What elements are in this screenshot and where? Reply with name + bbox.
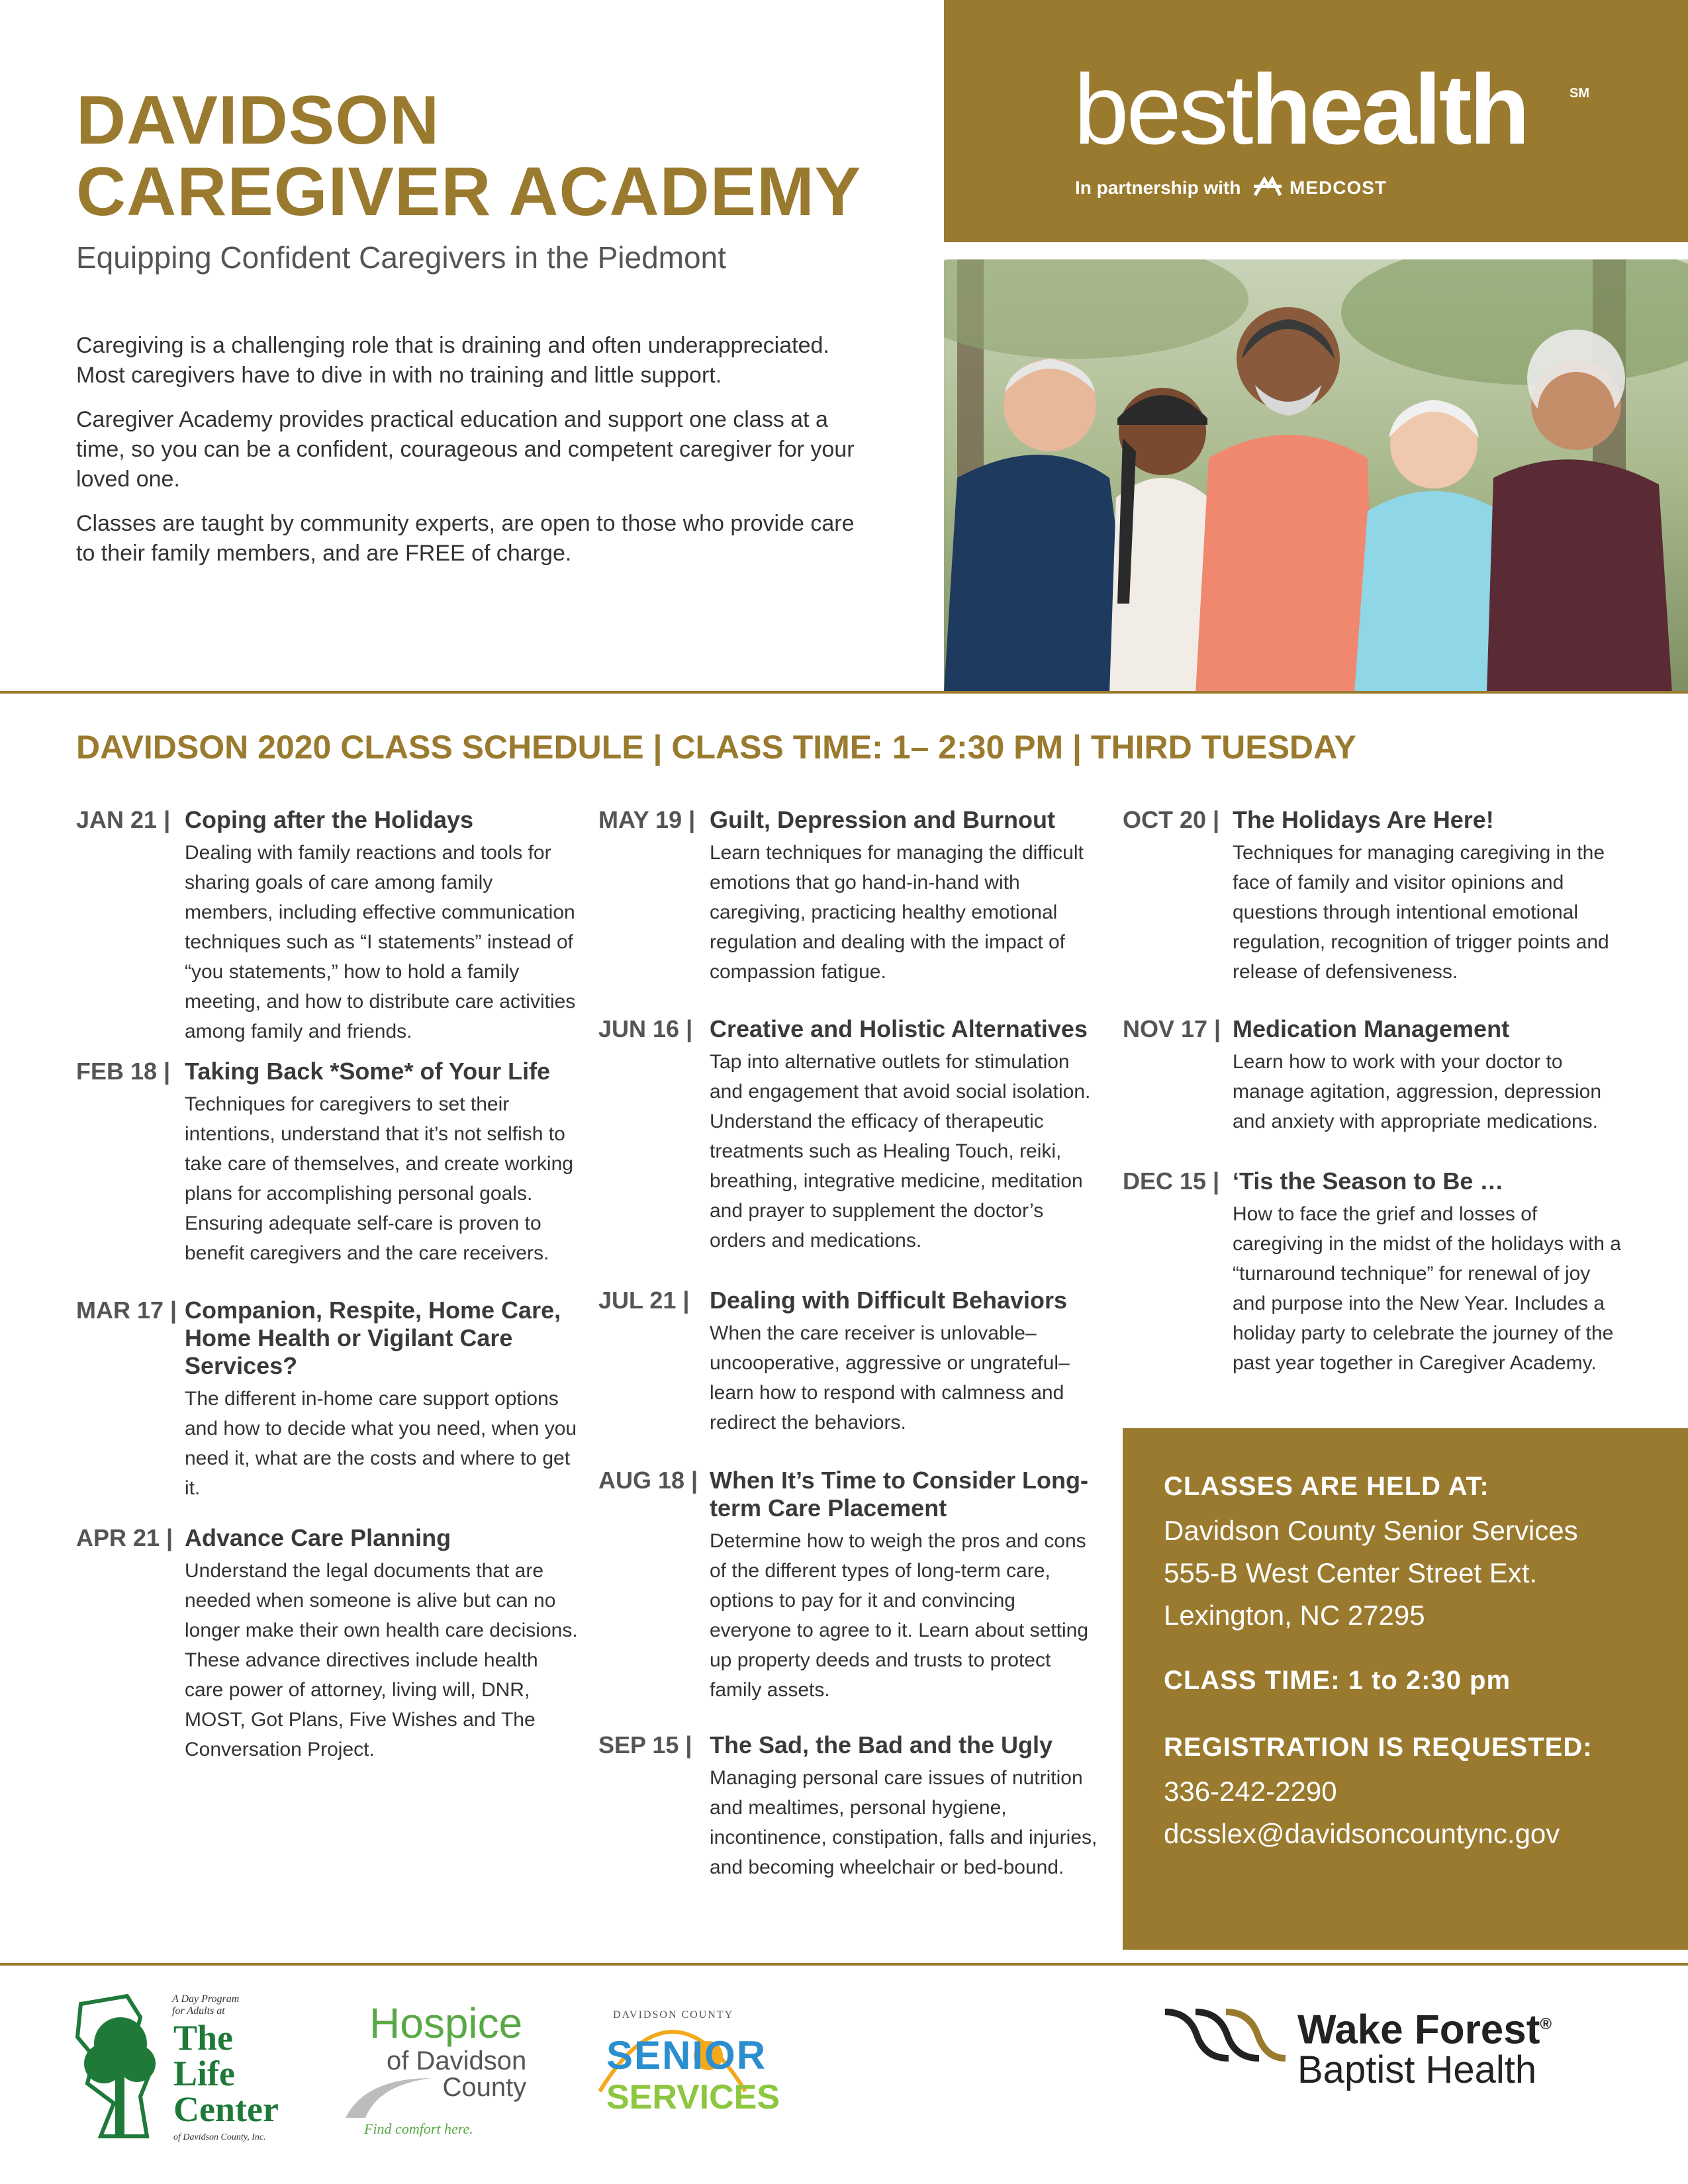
class-description: Tap into alternative outlets for stimulation and engagement that avoid social isolation. Understand the efficacy of therapeutic treatments such as Healing Touch, reiki, breathing, integrative medicine, meditation and prayer to supplement the doctor’s orders and medications. xyxy=(710,1051,1091,1251)
class-date: SEP 15 | xyxy=(598,1731,692,1758)
page-subtitle: Equipping Confident Caregivers in the Piedmont xyxy=(76,240,726,275)
intro-paragraph: Classes are taught by community experts, are open to those who provide care to their family members, and are FREE of charge. xyxy=(76,511,855,566)
partner-name: MEDCOST xyxy=(1289,177,1387,198)
tree-icon xyxy=(74,1991,167,2143)
hospice-line-2: of Davidson xyxy=(387,2046,527,2075)
class-description: When the care receiver is unlovable–uncooperative, aggressive or ungrateful–learn how to respond with calmness and redirect the behaviors. xyxy=(710,1322,1070,1433)
class-title: Advance Care Planning xyxy=(185,1524,451,1551)
senior-arc-text: DAVIDSON COUNTY xyxy=(613,2009,734,2021)
class-title: Coping after the Holidays xyxy=(185,806,474,833)
class-description: Managing personal care issues of nutrition and mealtimes, personal hygiene, incontinence, constipation, falls and injuries, and becoming wheelchair or bed-bound. xyxy=(710,1767,1098,1878)
class-title: Medication Management xyxy=(1233,1015,1510,1042)
hospice-line-3: County xyxy=(442,2073,527,2102)
wake-forest-name: Wake Forest xyxy=(1297,2007,1540,2053)
service-mark: SM xyxy=(1570,86,1589,101)
class-item xyxy=(598,1731,1102,1882)
senior-services-logo xyxy=(586,1992,778,2138)
medcost-icon xyxy=(1252,175,1283,199)
class-description: Techniques for managing caregiving in the face of family and visitor opinions and questions through intentional emotional regulation, recognition of trigger points and release of defensiveness. xyxy=(1233,842,1609,983)
hospice-tagline: Find comfort here. xyxy=(364,2120,473,2137)
life-center-line-2: Life xyxy=(173,2054,235,2093)
intro-paragraph: Caregiver Academy provides practical education and support one class at a time, so you can be a confident, courageous and competent caregiver for your loved one. xyxy=(76,407,855,492)
class-description: Dealing with family reactions and tools for sharing goals of care among family members, including effective communication techniques such as “I statements” instead of “you statements,” how to hold a family meeting, and how to distribute care activities among family and friends. xyxy=(185,842,576,1042)
class-description: Learn how to work with your doctor to manage agitation, aggression, depression and anxiety with appropriate medications. xyxy=(1233,1051,1602,1132)
hospice-line-1: Hospice xyxy=(369,1999,523,2047)
class-title: ‘Tis the Season to Be … xyxy=(1233,1167,1504,1195)
schedule-heading: DAVIDSON 2020 CLASS SCHEDULE | CLASS TIME: 1– 2:30 PM | THIRD TUESDAY xyxy=(76,729,1356,766)
class-item xyxy=(76,1297,579,1524)
class-title: The Sad, the Bad and the Ugly xyxy=(710,1731,1053,1758)
life-center-logo xyxy=(74,1991,299,2150)
brand-name-light: best xyxy=(1074,54,1251,165)
partner-line xyxy=(1075,175,1387,199)
class-item xyxy=(76,806,579,1058)
class-date: APR 21 | xyxy=(76,1524,173,1551)
class-title: Creative and Holistic Alternatives xyxy=(710,1015,1088,1042)
venue-address-1: 555-B West Center Street Ext. xyxy=(1164,1557,1538,1588)
schedule-column-1 xyxy=(76,806,579,1764)
class-description: Learn techniques for managing the difficult emotions that go hand-in-hand with caregiving, practicing healthy emotional regulation and dealing with the impact of compassion fatigue. xyxy=(710,842,1084,983)
class-date: DEC 15 | xyxy=(1123,1167,1220,1195)
held-at-heading: CLASSES ARE HELD AT: xyxy=(1164,1472,1489,1501)
class-date: MAR 17 | xyxy=(76,1297,177,1324)
class-title: The Holidays Are Here! xyxy=(1233,806,1494,833)
class-title: Dealing with Difficult Behaviors xyxy=(710,1287,1068,1314)
class-description: Determine how to weigh the pros and cons of the different types of long-term care, options to pay for it and convincing everyone to agree to it. Learn about setting up property deeds and trusts to protect family assets. xyxy=(710,1530,1089,1701)
intro-paragraph: Caregiving is a challenging role that is draining and often underappreciated. Most caregivers have to dive in with no training and little support. xyxy=(76,333,829,388)
class-date: NOV 17 | xyxy=(1123,1015,1221,1042)
schedule-column-2 xyxy=(598,806,1102,1882)
registration-email[interactable]: dcsslex@davidsoncountync.gov xyxy=(1164,1818,1560,1849)
class-date: FEB 18 | xyxy=(76,1058,171,1085)
class-item xyxy=(1123,806,1626,1015)
class-date: OCT 20 | xyxy=(1123,806,1220,833)
section-divider xyxy=(0,691,1688,694)
life-center-line-3: Center xyxy=(173,2089,279,2129)
besthealth-brand-box xyxy=(944,0,1688,242)
class-item xyxy=(598,1467,1102,1731)
class-description: How to face the grief and losses of caregiving in the midst of the holidays with a “turnaround technique” for renewal of joy and purpose into the New Year. Includes a holiday party to celebrate the journey of the past year together in Caregiver Academy. xyxy=(1233,1203,1621,1374)
life-center-tag-1: A Day Program xyxy=(172,1993,240,2005)
class-description: Techniques for caregivers to set their intentions, understand that it’s not selfish to take care of themselves, and create working plans for accomplishing personal goals. Ensuring adequate self-care is proven to benefit caregivers and the care receivers. xyxy=(185,1093,573,1264)
class-date: JUN 16 | xyxy=(598,1015,693,1042)
class-item xyxy=(1123,1015,1626,1167)
venue-address-2: Lexington, NC 27295 xyxy=(1164,1600,1425,1631)
caregivers-group-photo xyxy=(944,259,1688,694)
schedule-column-3 xyxy=(1123,806,1626,1378)
road-icon xyxy=(339,2052,471,2124)
class-location-box xyxy=(1123,1428,1688,1950)
wake-forest-mark-icon xyxy=(1162,2005,1288,2065)
partner-text: In partnership with xyxy=(1075,177,1241,198)
class-title: Taking Back *Some* of Your Life xyxy=(185,1058,551,1085)
wake-forest-sub: Baptist Health xyxy=(1297,2048,1537,2091)
class-item xyxy=(76,1058,579,1297)
footer-divider xyxy=(0,1963,1688,1966)
senior-line-1: SENIOR xyxy=(606,2033,767,2077)
registration-phone[interactable]: 336-242-2290 xyxy=(1164,1776,1337,1807)
venue-name: Davidson County Senior Services xyxy=(1164,1515,1578,1546)
besthealth-logo xyxy=(1074,54,1528,165)
life-center-tag-2: for Adults at xyxy=(172,2005,225,2017)
class-item xyxy=(1123,1167,1626,1378)
intro-text xyxy=(76,331,857,583)
wake-forest-logo xyxy=(1162,2003,1626,2109)
class-date: JAN 21 | xyxy=(76,806,171,833)
page-title xyxy=(76,82,910,230)
class-description: Understand the legal documents that are needed when someone is alive but can no longer make their own health care decisions. These advance directives include health care power of attorney, living will, DNR, MOST, Got Plans, Five Wishes and The Conversation Project. xyxy=(185,1560,578,1760)
registered-mark: ® xyxy=(1540,2015,1552,2033)
class-description: The different in-home care support options and how to decide what you need, when you need it, what are the costs and where to get it. xyxy=(185,1388,577,1499)
class-date: MAY 19 | xyxy=(598,806,696,833)
life-center-line-1: The xyxy=(173,2018,234,2058)
title-line-2: CAREGIVER ACADEMY xyxy=(76,154,862,230)
class-date: JUL 21 | xyxy=(598,1287,690,1314)
title-line-1: DAVIDSON xyxy=(76,82,440,159)
class-item xyxy=(598,1015,1102,1287)
brand-name-bold: health xyxy=(1250,54,1528,165)
class-time: CLASS TIME: 1 to 2:30 pm xyxy=(1164,1666,1511,1695)
class-date: AUG 18 | xyxy=(598,1467,698,1494)
class-title: When It’s Time to Consider Long-term Care Placement xyxy=(710,1467,1088,1522)
group-photo-illustration xyxy=(944,259,1688,694)
class-item xyxy=(598,1287,1102,1467)
senior-line-2: SERVICES xyxy=(606,2078,780,2116)
life-center-sub: of Davidson County, Inc. xyxy=(173,2132,266,2142)
class-title: Guilt, Depression and Burnout xyxy=(710,806,1056,833)
class-item xyxy=(76,1524,579,1764)
class-item xyxy=(598,806,1102,1015)
class-title: Companion, Respite, Home Care, Home Health or Vigilant Care Services? xyxy=(185,1297,561,1379)
hospice-logo xyxy=(339,1999,544,2144)
registration-heading: REGISTRATION IS REQUESTED: xyxy=(1164,1733,1593,1762)
